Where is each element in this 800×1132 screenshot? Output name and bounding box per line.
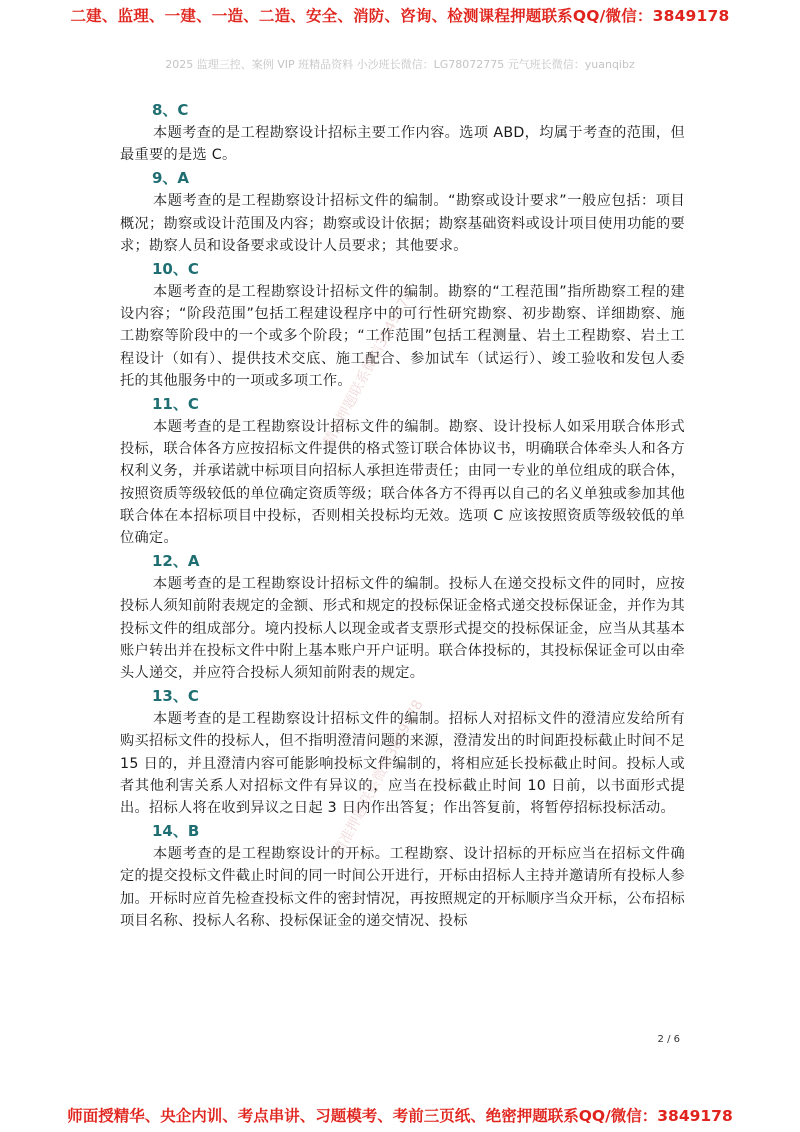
top-contact-banner: 二建、监理、一建、一造、二造、安全、消防、咨询、检测课程押题联系QQ/微信：3849178 [70, 7, 730, 25]
question-block [120, 98, 685, 166]
question-answer-heading: 10、C [152, 260, 199, 279]
explanation-text: 本题考查的是工程勘察设计招标主要工作内容。选项 ABD，均属于考查的范围，但最重要的是选 C。 [120, 125, 685, 164]
explanation-text: 本题考查的是工程勘察设计招标文件的编制。投标人在递交投标文件的同时，应按投标人须知前附表规定的金额、形式和规定的投标保证金格式递交投标保证金，并作为其投标文件的组成部分。境内投标人以现金或者支票形式提交的投标保证金，应当从其基本账户转出并在投标文件中附上基本账户开户证明。联合体投标的，其投标保证金可以由牵头人递交，并应符合投标人须知前附表的规定。 [120, 576, 686, 682]
explanation-text: 本题考查的是工程勘察设计招标文件的编制。招标人对招标文件的澄清应发给所有购买招标文件的投标人，但不指明澄清问题的来源，澄清发出的时间距投标截止时间不足 15 日的，并且澄清内容可能影响投标文件编制的，将相应延长投标截止时间。投标人或者其他利害关系人对招标文件有异议的，应当在投标截止时间 10 日前，以书面形式提出。招标人将在收到异议之日起 3 日内作出答复；作出答复前，将暂停招标投标活动。 [120, 711, 686, 817]
answer-explanations [120, 98, 685, 932]
question-block [120, 166, 685, 257]
question-answer-heading: 11、C [152, 395, 199, 414]
question-block [120, 549, 685, 684]
question-block [120, 819, 685, 932]
explanation-text: 本题考查的是工程勘察设计的开标。工程勘察、设计招标的开标应当在招标文件确定的提交投标文件截止时间的同一时间公开进行，开标由招标人主持并邀请所有投标人参加。开标时应首先检查投标文件的密封情况，再按照规定的开标顺序当众开标，公布招标项目名称、投标人名称、投标保证金的递交情况、投标 [120, 846, 686, 929]
question-block [120, 392, 685, 549]
question-answer-heading: 13、C [152, 687, 199, 706]
explanation-text: 本题考查的是工程勘察设计招标文件的编制。勘察的“工程范围”指所勘察工程的建设内容；“阶段范围”包括工程建设程序中的可行性研究勘察、初步勘察、详细勘察、施工勘察等阶段中的一个或多个阶段；“工作范围”包括工程测量、岩土工程勘察、岩土工程设计（如有）、提供技术交底、施工配合、参加试车（试运行）、竣工验收和发包人委托的其他服务中的一项或多项工作。 [120, 284, 685, 389]
question-answer-heading: 8、C [152, 101, 189, 119]
question-answer-heading: 12、A [152, 552, 200, 571]
page-subheader: 2025 监理三控、案例 VIP 班精品资料 小沙班长微信：LG78072775 元气班长微信：yuanqibz [165, 58, 635, 71]
page-number: 2 / 6 [657, 1034, 680, 1045]
watermark: 精准押题联系微信3849178 [320, 287, 417, 449]
question-block [120, 257, 685, 392]
explanation-text: 本题考查的是工程勘察设计招标文件的编制。“勘察或设计要求”一般应包括：项目概况；勘察或设计范围及内容；勘察或设计依据；勘察基础资料或设计项目使用功能的要求；勘察人员和设备要求或设计人员要求；其他要求。 [120, 193, 686, 254]
question-answer-heading: 9、A [152, 169, 190, 188]
question-answer-heading: 14、B [152, 822, 200, 841]
bottom-contact-banner: 师面授精华、央企内训、考点串讲、习题模考、考前三页纸、绝密押题联系QQ/微信：3849178 [67, 1107, 733, 1125]
watermark: 精准押题联系微信3849178 [330, 697, 427, 859]
explanation-text: 本题考查的是工程勘察设计招标文件的编制。勘察、设计投标人如采用联合体形式投标，联合体各方应按招标文件提供的格式签订联合体协议书，明确联合体牵头人和各方权利义务，并承诺就中标项目向招标人承担连带责任；由同一专业的单位组成的联合体，按照资质等级较低的单位确定资质等级；联合体各方不得再以自己的名义单独或参加其他联合体在本招标项目中投标，否则相关投标均无效。选项 C 应该按照资质等级较低的单位确定。 [120, 419, 686, 547]
